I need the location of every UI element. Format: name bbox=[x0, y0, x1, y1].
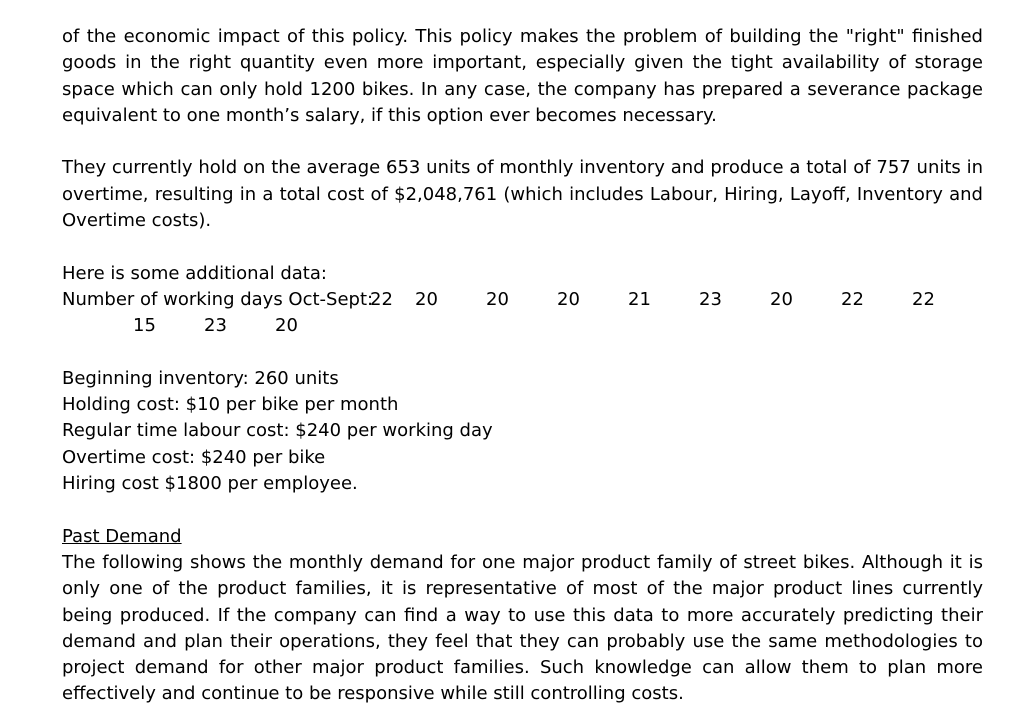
working-days-value: 23 bbox=[204, 315, 227, 337]
holding-cost: Holding cost: $10 per bike per month bbox=[62, 394, 399, 416]
beginning-inventory: Beginning inventory: 260 units bbox=[62, 367, 339, 389]
working-days-value: 15 bbox=[133, 315, 156, 337]
spacer bbox=[62, 234, 983, 260]
spacer bbox=[62, 340, 983, 366]
working-days-row-2 bbox=[62, 313, 983, 339]
spacer bbox=[62, 497, 983, 523]
spacer bbox=[62, 129, 983, 155]
past-demand-heading: Past Demand bbox=[62, 525, 182, 547]
working-days-value: 20 bbox=[486, 288, 509, 310]
hiring-cost: Hiring cost $1800 per employee. bbox=[62, 473, 358, 495]
working-days-value: 20 bbox=[415, 288, 438, 310]
working-days-value: 20 bbox=[275, 315, 298, 337]
document-page bbox=[62, 24, 983, 708]
working-days-value: 22 bbox=[841, 288, 864, 310]
working-days-label: Number of working days Oct-Sept: bbox=[62, 288, 374, 310]
paragraph-policy-impact: of the economic impact of this policy. This policy makes the problem of building the "right" finished goods in the right quantity even more important, especially given the tight availability of storage space which can only hold 1200 bikes. In any case, the company has prepared a severance package equivalent to one month’s salary, if this option ever becomes necessary. bbox=[62, 26, 983, 126]
working-days-value: 23 bbox=[699, 288, 722, 310]
overtime-cost: Overtime cost: $240 per bike bbox=[62, 446, 326, 468]
working-days-value: 20 bbox=[557, 288, 580, 310]
working-days-value: 20 bbox=[770, 288, 793, 310]
working-days-value: 22 bbox=[912, 288, 935, 310]
additional-data-heading: Here is some additional data: bbox=[62, 262, 327, 284]
working-days-row-1 bbox=[62, 287, 983, 313]
paragraph-current-inventory: They currently hold on the average 653 units of monthly inventory and produce a total of 757 units in overtime, resulting in a total cost of $2,048,761 (which includes Labour, Hiring, Layoff, Inventory and Overtime costs). bbox=[62, 157, 983, 232]
working-days-value: 22 bbox=[370, 288, 393, 310]
paragraph-past-demand: The following shows the monthly demand for one major product family of street bikes. Although it is only one of the product families, it is representative of most of the major product lines currently being produced. If the company can find a way to use this data to more accurately predicting their demand and plan their operations, they feel that they can probably use the same methodologies to project demand for other major product families. Such knowledge can allow them to plan more effectively and continue to be responsive while still controlling costs. bbox=[62, 551, 983, 705]
regular-labour-cost: Regular time labour cost: $240 per working day bbox=[62, 420, 493, 442]
working-days-value: 21 bbox=[628, 288, 651, 310]
